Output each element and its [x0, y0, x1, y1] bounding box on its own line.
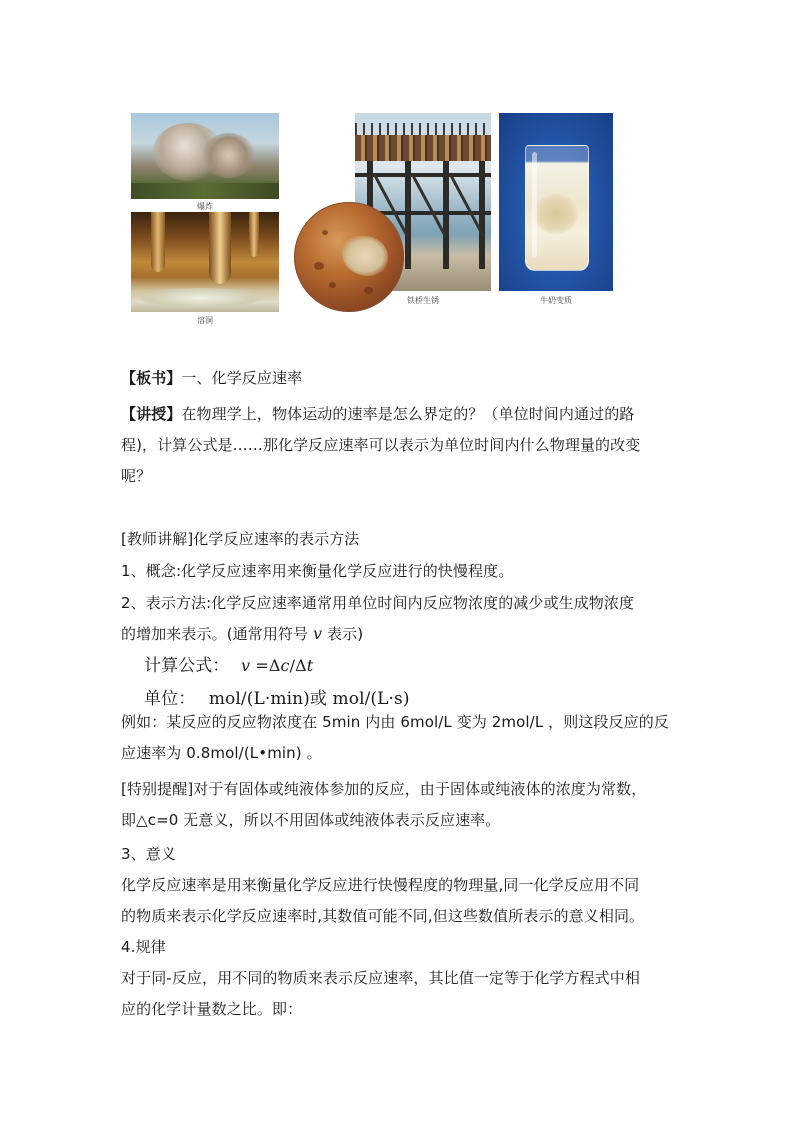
concept-line: 1、概念:化学反应速率用来衡量化学反应进行的快慢程度。: [121, 562, 514, 580]
reminder-line-1: [特别提醒]对于有固体或纯液体参加的反应，由于固体或纯液体的浓度为常数，: [121, 780, 647, 798]
lecture-line-3: 呢？: [121, 467, 152, 485]
rust-closeup-photo: [294, 202, 404, 312]
cave-photo: [131, 212, 279, 312]
method-line-2: 的增加来表示。(通常用符号 v 表示): [121, 624, 364, 643]
formula-line: [144, 651, 313, 676]
unit-label: 单位：: [144, 689, 196, 709]
meaning-line-1: 化学反应速率是用来衡量化学反应进行快慢程度的物理量,同一化学反应用不同: [121, 876, 640, 894]
teacher-heading: [教师讲解]化学反应速率的表示方法: [121, 530, 360, 548]
spoiled-milk-photo: [499, 113, 613, 291]
board-text: 一、化学反应速率: [181, 369, 303, 387]
reminder-line-2: 即△c=0 无意义，所以不用固体或纯液体表示反应速率。: [121, 811, 501, 829]
example-line-1: 例如：某反应的反应物浓度在 5min 内由 6mol/L 变为 2mol/L ，则这段反应的反: [121, 713, 669, 731]
board-label: 【板书】: [121, 369, 182, 387]
rule-heading: 4.规律: [121, 938, 166, 956]
unit-line: [144, 684, 410, 709]
lecture-line-1: 【讲授】在物理学上，物体运动的速率是怎么界定的？（单位时间内通过的路: [121, 405, 635, 423]
board-heading: [121, 367, 302, 388]
velocity-symbol: v: [313, 624, 323, 643]
unit-value: mol/(L·min)或 mol/(L·s): [208, 689, 410, 709]
spoiled-milk-caption: 牛奶变质: [540, 296, 572, 305]
method-line-1: 2、表示方法:化学反应速率通常用单位时间内反应物浓度的减少或生成物浓度: [121, 594, 635, 612]
lecture-line-2: 程)，计算公式是……那化学反应速率可以表示为单位时间内什么物理量的改变: [121, 436, 641, 454]
explosion-caption: 爆炸: [197, 202, 213, 211]
lecture-label: 【讲授】: [121, 405, 182, 423]
meaning-line-2: 的物质来表示化学反应速率时,其数值可能不同,但这些数值所表示的意义相同。: [121, 907, 645, 925]
meaning-heading: 3、意义: [121, 845, 176, 863]
explosion-photo: [131, 113, 279, 199]
rule-line-2: 应的化学计量数之比。即：: [121, 1000, 303, 1018]
example-line-2: 应速率为 0.8mol/(L•min) 。: [121, 744, 322, 762]
formula-label: 计算公式：: [144, 656, 230, 676]
iron-bridge-caption: 铁桥生锈: [407, 296, 439, 305]
cave-caption: 溶洞: [197, 316, 213, 325]
formula-expression: v =Δc/Δt: [241, 656, 314, 675]
rule-line-1: 对于同-反应，用不同的物质来表示反应速率，其比值一定等于化学方程式中相: [121, 969, 640, 987]
